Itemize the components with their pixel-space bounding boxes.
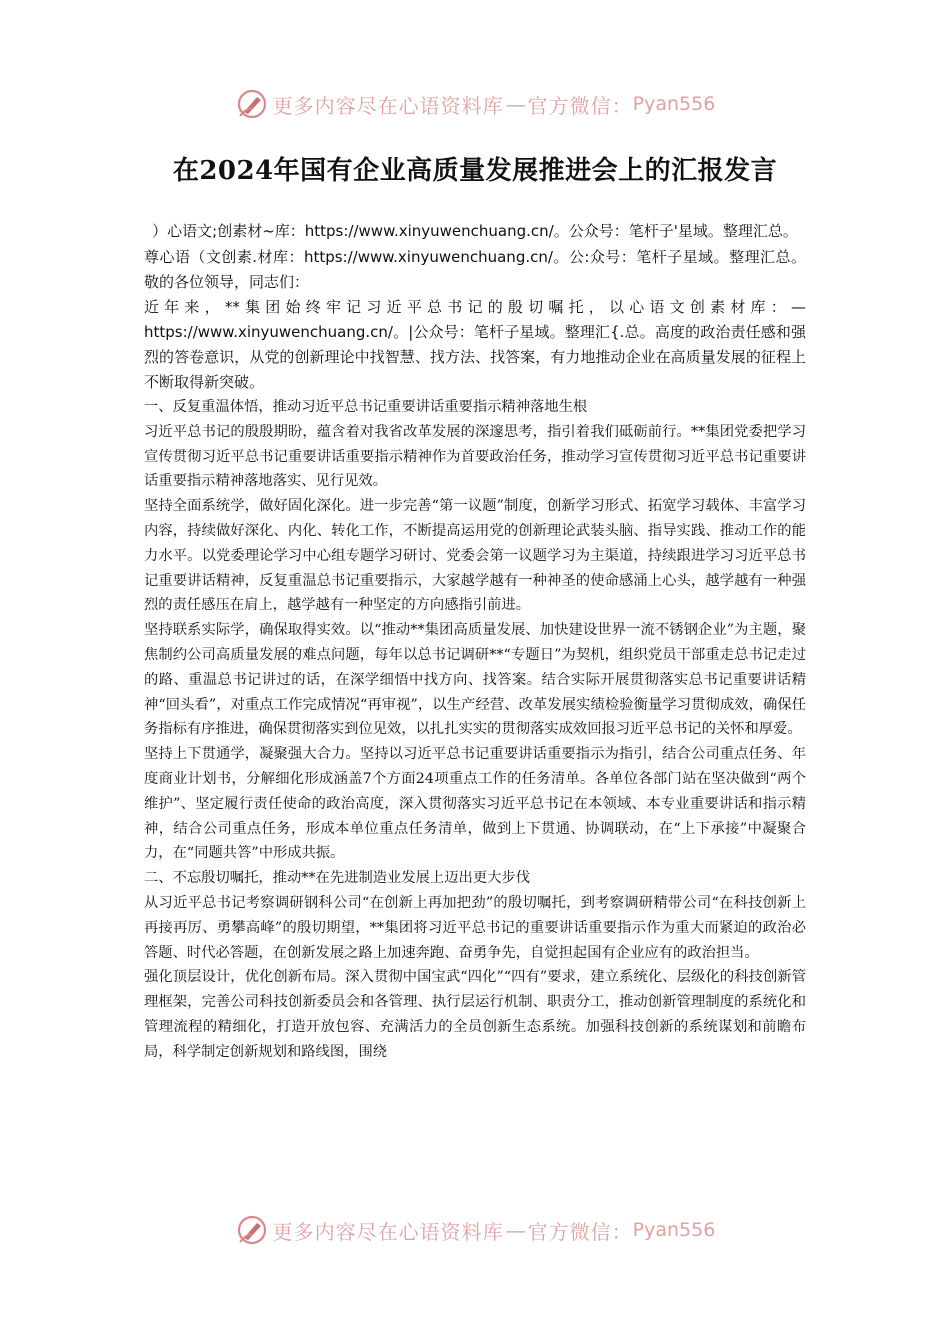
header-watermark-banner bbox=[0, 84, 950, 124]
banner-text: 更多内容尽在心语资料库 bbox=[272, 1219, 504, 1244]
body-paragraph: 坚持联系实际学，确保取得实效。以“推动**集团高质量发展、加快建设世界一流不锈钢企业”为主题，聚焦制约公司高质量发展的难点问题，每年以总书记调研**“专题日”为契机，组织党员干部重走总书记走过的路、重温总书记讲过的话，在深学细悟中找方向、找答案。结合实际开展贯彻落实总书记重要讲话精神“回头看”，对重点工作完成情况“再审视”，以生产经营、改革发展实绩检验衡量学习贯彻成效，确保任务指标有序推进，确保贯彻落实到位见效，以扎扎实实的贯彻落实成效回报习近平总书记的关怀和厚爱。 bbox=[144, 622, 806, 738]
section-heading-2: 二、不忘殷切嘱托，推动**在先进制造业发展上迈出更大步伐 bbox=[144, 870, 531, 887]
banner-separator: — bbox=[505, 92, 526, 116]
banner-official-label: 官方微信： bbox=[527, 93, 633, 118]
body-paragraph: 坚持全面系统学，做好固化深化。进一步完善“第一议题”制度，创新学习形式、拓宽学习载体、丰富学习内容，持续做好深化、内化、转化工作，不断提高运用党的创新理论武装头脑、指导实践、推动工作的能力水平。以党委理论学习中心组专题学习研讨、党委会第一议题学习为主渠道，持续跟进学习习近平总书记重要讲话精神，反复重温总书记重要指示，大家越学越有一种神圣的使命感涌上心头，越学越有一种强烈的责任感压在肩上，越学越有一种坚定的方向感指引前进。 bbox=[144, 498, 806, 614]
banner-separator: — bbox=[505, 1218, 526, 1242]
body-paragraph: 坚持上下贯通学，凝聚强大合力。坚持以习近平总书记重要讲话重要指示为指引，结合公司重点任务、年度商业计划书，分解细化形成涵盖7个方面24项重点工作的任务清单。各单位各部门站在坚决做到“两个维护”、坚定履行责任使命的政治高度，深入贯彻落实习近平总书记在本领域、本专业重要讲话和指示精神，结合公司重点任务，形成本单位重点任务清单，做到上下贯通、协调联动，在“上下承接”中凝聚合力，在“同题共答”中形成共振。 bbox=[144, 746, 806, 862]
banner-text: 更多内容尽在心语资料库 bbox=[272, 93, 504, 118]
section-heading-1: 一、反复重温体悟，推动习近平总书记重要讲话重要指示精神落地生根 bbox=[144, 399, 588, 415]
body-paragraph: 从习近平总书记考察调研钢科公司“在创新上再加把劲”的殷切嘱托，到考察调研精带公司“在科技创新上再接再厉、勇攀高峰”的殷切期望，**集团将习近平总书记的重要讲话重要指示作为重大而紧迫的政治必答题、时代必答题，在创新发展之路上加速奔跑、奋勇争先，自觉担起国有企业应有的政治担当。 bbox=[144, 894, 806, 961]
body-paragraph: 习近平总书记的殷殷期盼，蕴含着对我省改革发展的深邃思考，指引着我们砥砺前行。**集团党委把学习宣传贯彻习近平总书记重要讲话重要指示精神作为首要政治任务，推动学习宣传贯彻习近平总书记重要讲话重要指示精神落地落实、见行见效。 bbox=[144, 423, 806, 490]
body-paragraph: 强化顶层设计，优化创新布局。深入贯彻中国宝武“四化”“四有”要求，建立系统化、层级化的科技创新管理框架，完善公司科技创新委员会和各管理、执行层运行机制、职责分工，推动创新管理制度的系统化和管理流程的精细化，打造开放包容、充满活力的全员创新生态系统。加强科技创新的系统谋划和前瞻布局，科学制定创新规划和路线图，围绕 bbox=[144, 969, 806, 1060]
page-title: 在2024年国有企业高质量发展推进会上的汇报发言 bbox=[172, 156, 778, 186]
intro-paragraph-3: 近年来，**集团始终牢记习近平总书记的殷切嘱托，以心语文创素材库：—https://www.xinyuwenchuang.cn/。|公众号：笔杆子星域。整理汇{.总。高度的政治责任感和强烈的答卷意识，从党的创新理论中找智慧、找方法、找答案，有力地推动企业在高质量发展的征程上不断取得新突破。 bbox=[144, 298, 806, 391]
pen-circle-logo-icon bbox=[235, 1213, 269, 1247]
footer-watermark-banner bbox=[0, 1210, 950, 1250]
banner-wechat-id: Pyan556 bbox=[632, 93, 716, 115]
banner-official-label: 官方微信： bbox=[527, 1219, 633, 1244]
intro-paragraph-1: ）心语文;创素材~库：https://www.xinyuwenchuang.cn/。公众号：笔杆子'星域。整理汇总。 bbox=[152, 222, 798, 240]
banner-wechat-id: Pyan556 bbox=[632, 1219, 716, 1241]
intro-paragraph-2: 尊心语（文创素.材库：https://www.xinyuwenchuang.cn/。公:众号：笔杆子星域。整理汇总。敬的各位领导，同志们： bbox=[144, 248, 806, 291]
pen-circle-logo-icon bbox=[235, 87, 269, 121]
document-body bbox=[144, 219, 806, 1065]
